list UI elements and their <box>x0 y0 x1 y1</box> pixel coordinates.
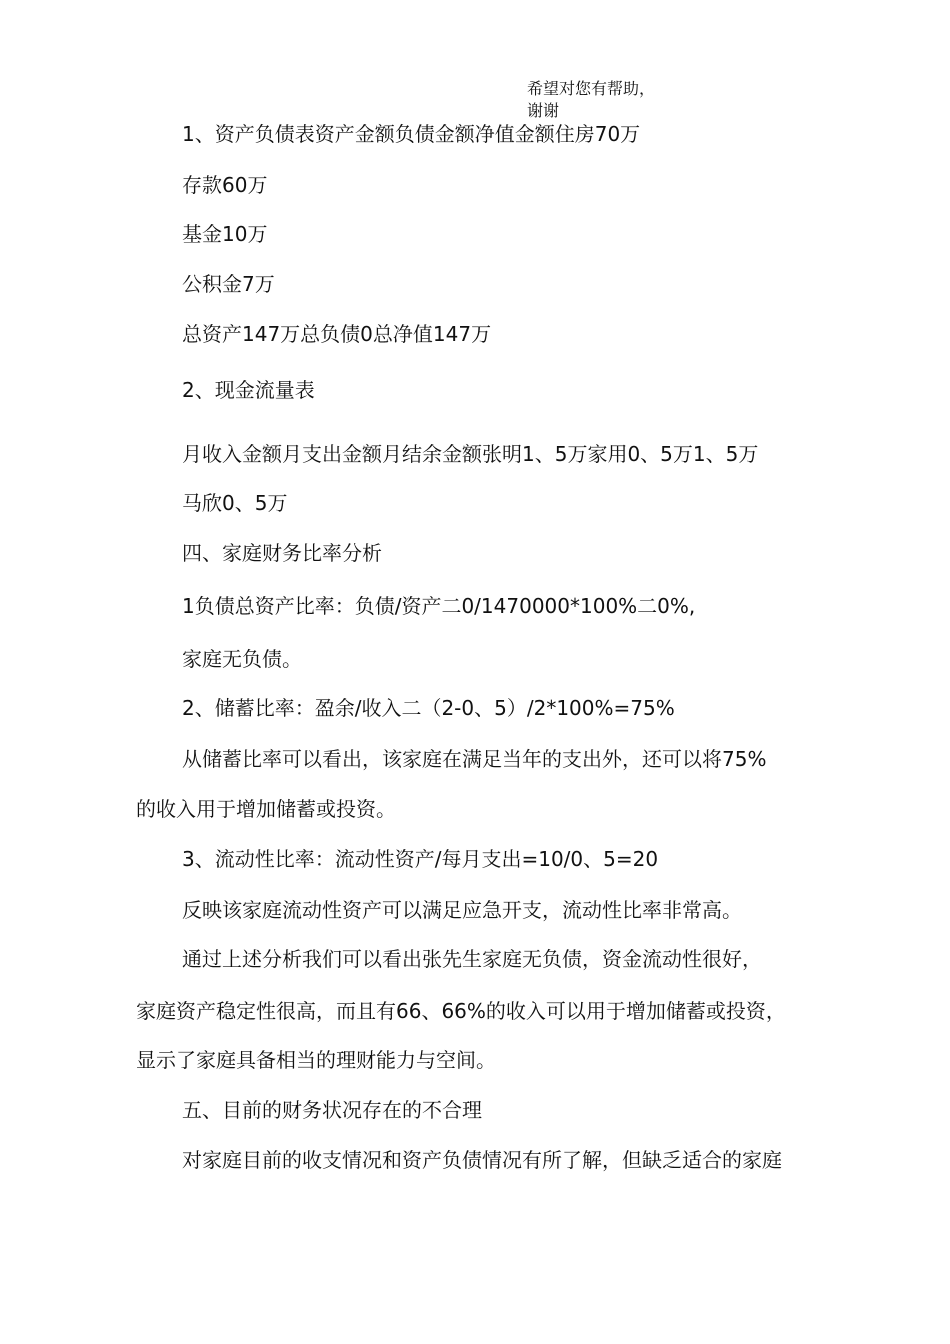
provident-fund-line: 公积金7万 <box>182 272 275 296</box>
summary-line-2: 家庭资产稳定性很高，而且有66、66%的收入可以用于增加储蓄或投资， <box>136 999 786 1023</box>
summary-line-1: 通过上述分析我们可以看出张先生家庭无负债，资金流动性很好， <box>182 947 762 971</box>
liquidity-ratio-line: 3、流动性比率：流动性资产/每月支出=10/0、5=20 <box>182 847 659 871</box>
savings-ratio-line: 2、储蓄比率：盈余/收入二（2-0、5）/2*100%=75% <box>182 696 675 720</box>
totals-line: 总资产147万总负债0总净值147万 <box>182 322 492 346</box>
cash-flow-line-1: 月收入金额月支出金额月结余金额张明1、5万家用0、5万1、5万 <box>182 442 759 466</box>
cash-flow-line-2: 马欣0、5万 <box>182 491 288 515</box>
section-4-heading: 四、家庭财务比率分析 <box>182 541 382 565</box>
header-note-line-1: 希望对您有帮助， <box>527 79 656 98</box>
section-5-line-1: 对家庭目前的收支情况和资产负债情况有所了解，但缺乏适合的家庭 <box>182 1148 782 1172</box>
balance-sheet-heading: 1、资产负债表资产金额负债金额净值金额住房70万 <box>182 122 641 146</box>
header-note <box>527 78 655 122</box>
cash-flow-heading: 2、现金流量表 <box>182 378 315 402</box>
liquidity-analysis-line: 反映该家庭流动性资产可以满足应急开支，流动性比率非常高。 <box>182 898 742 922</box>
no-debt-line: 家庭无负债。 <box>182 647 302 671</box>
section-5-heading: 五、目前的财务状况存在的不合理 <box>182 1098 482 1122</box>
savings-analysis-line-1: 从储蓄比率可以看出，该家庭在满足当年的支出外，还可以将75% <box>182 747 767 771</box>
deposit-line: 存款60万 <box>182 173 268 197</box>
fund-line: 基金10万 <box>182 222 268 246</box>
debt-ratio-line: 1负债总资产比率：负债/资产二0/1470000*100%二0%, <box>182 594 696 618</box>
summary-line-3: 显示了家庭具备相当的理财能力与空间。 <box>136 1048 496 1072</box>
header-note-line-2: 谢谢 <box>527 101 560 120</box>
savings-analysis-line-2: 的收入用于增加储蓄或投资。 <box>136 797 396 821</box>
